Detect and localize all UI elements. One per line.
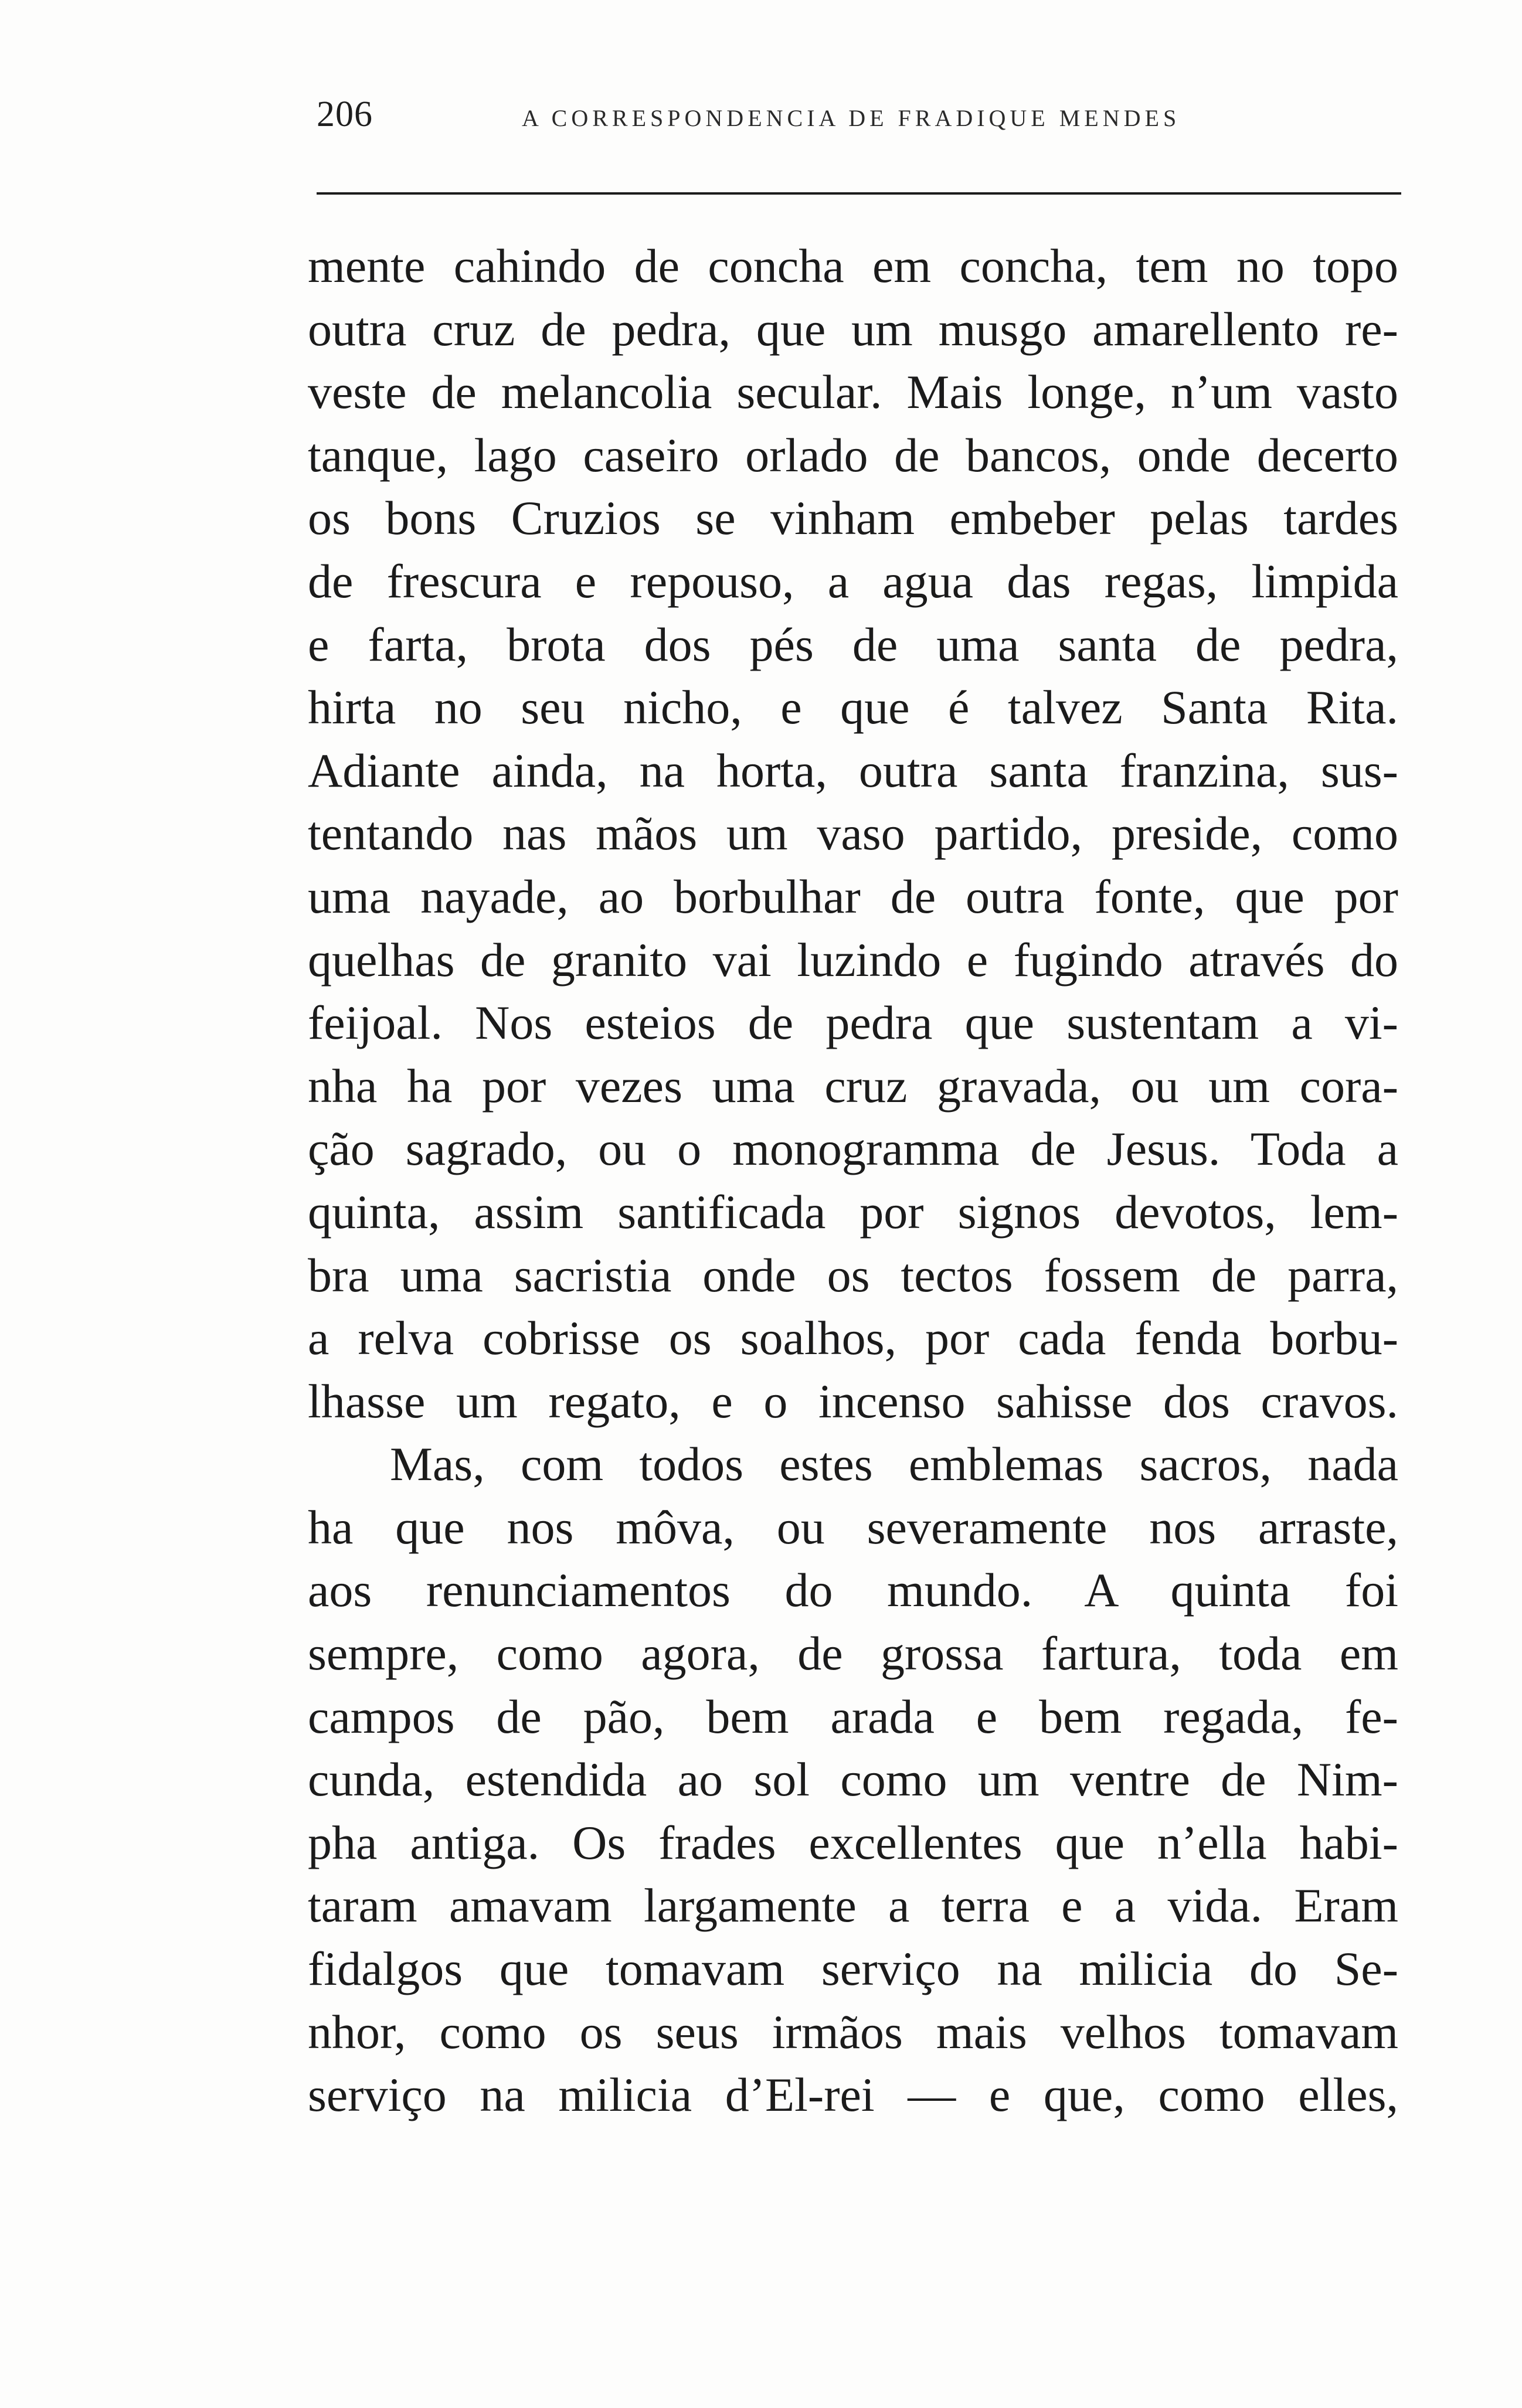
- text-line: taram amavam largamente a terra e a vida. Eram: [308, 1879, 1398, 1933]
- paragraph-1: [308, 234, 1398, 1433]
- text-line: a relva cobrisse os soalhos, por cada fenda borbu-: [308, 1311, 1398, 1365]
- text-line: de frescura e repouso, a agua das regas, limpida: [308, 554, 1398, 608]
- header-rule: [317, 192, 1401, 195]
- page-header: [317, 94, 1419, 141]
- text-line: aos renunciamentos do mundo. A quinta foi: [308, 1563, 1398, 1617]
- text-line: tentando nas mãos um vaso partido, preside, como: [308, 807, 1398, 861]
- text-line: cunda, estendida ao sol como um ventre de Nim-: [308, 1753, 1398, 1807]
- paragraph-2: [308, 1433, 1398, 2127]
- text-line: ha que nos môva, ou severamente nos arraste,: [308, 1500, 1398, 1554]
- text-line: Adiante ainda, na horta, outra santa franzina, sus-: [308, 743, 1398, 797]
- text-line: e farta, brota dos pés de uma santa de pedra,: [308, 617, 1398, 671]
- text-line: Mas, com todos estes emblemas sacros, nada: [390, 1437, 1398, 1491]
- text-line: lhasse um regato, e o incenso sahisse dos cravos.: [308, 1374, 1398, 1428]
- text-line: uma nayade, ao borbulhar de outra fonte, que por: [308, 869, 1398, 923]
- text-line: serviço na milicia d’El-rei — e que, como elles,: [308, 2068, 1398, 2122]
- text-line: nha ha por vezes uma cruz gravada, ou um cora-: [308, 1059, 1398, 1113]
- text-line: fidalgos que tomavam serviço na milicia do Se-: [308, 1942, 1398, 1996]
- running-title: A CORRESPONDENCIA DE FRADIQUE MENDES: [522, 105, 1181, 131]
- text-line: feijoal. Nos esteios de pedra que sustentam a vi-: [308, 996, 1398, 1050]
- text-line: sempre, como agora, de grossa fartura, toda em: [308, 1627, 1398, 1681]
- text-line: quelhas de granito vai luzindo e fugindo através do: [308, 933, 1398, 987]
- text-line: veste de melancolia secular. Mais longe, n’um vasto: [308, 365, 1398, 419]
- text-line: nhor, como os seus irmãos mais velhos tomavam: [308, 2005, 1398, 2059]
- text-line: hirta no seu nicho, e que é talvez Santa Rita.: [308, 681, 1398, 734]
- text-line: quinta, assim santificada por signos devotos, lem-: [308, 1185, 1398, 1239]
- text-line: tanque, lago caseiro orlado de bancos, onde decerto: [308, 428, 1398, 482]
- text-line: ção sagrado, ou o monogramma de Jesus. Toda a: [308, 1122, 1398, 1176]
- text-line: bra uma sacristia onde os tectos fossem de parra,: [308, 1248, 1398, 1302]
- text-line: campos de pão, bem arada e bem regada, fe-: [308, 1689, 1398, 1743]
- body-text: [308, 234, 1398, 2127]
- text-line: os bons Cruzios se vinham embeber pelas tardes: [308, 491, 1398, 545]
- text-line: outra cruz de pedra, que um musgo amarellento re-: [308, 302, 1398, 356]
- page-number: 206: [317, 94, 373, 134]
- text-line: mente cahindo de concha em concha, tem no topo: [308, 239, 1398, 293]
- text-line: pha antiga. Os frades excellentes que n’ella habi-: [308, 1815, 1398, 1869]
